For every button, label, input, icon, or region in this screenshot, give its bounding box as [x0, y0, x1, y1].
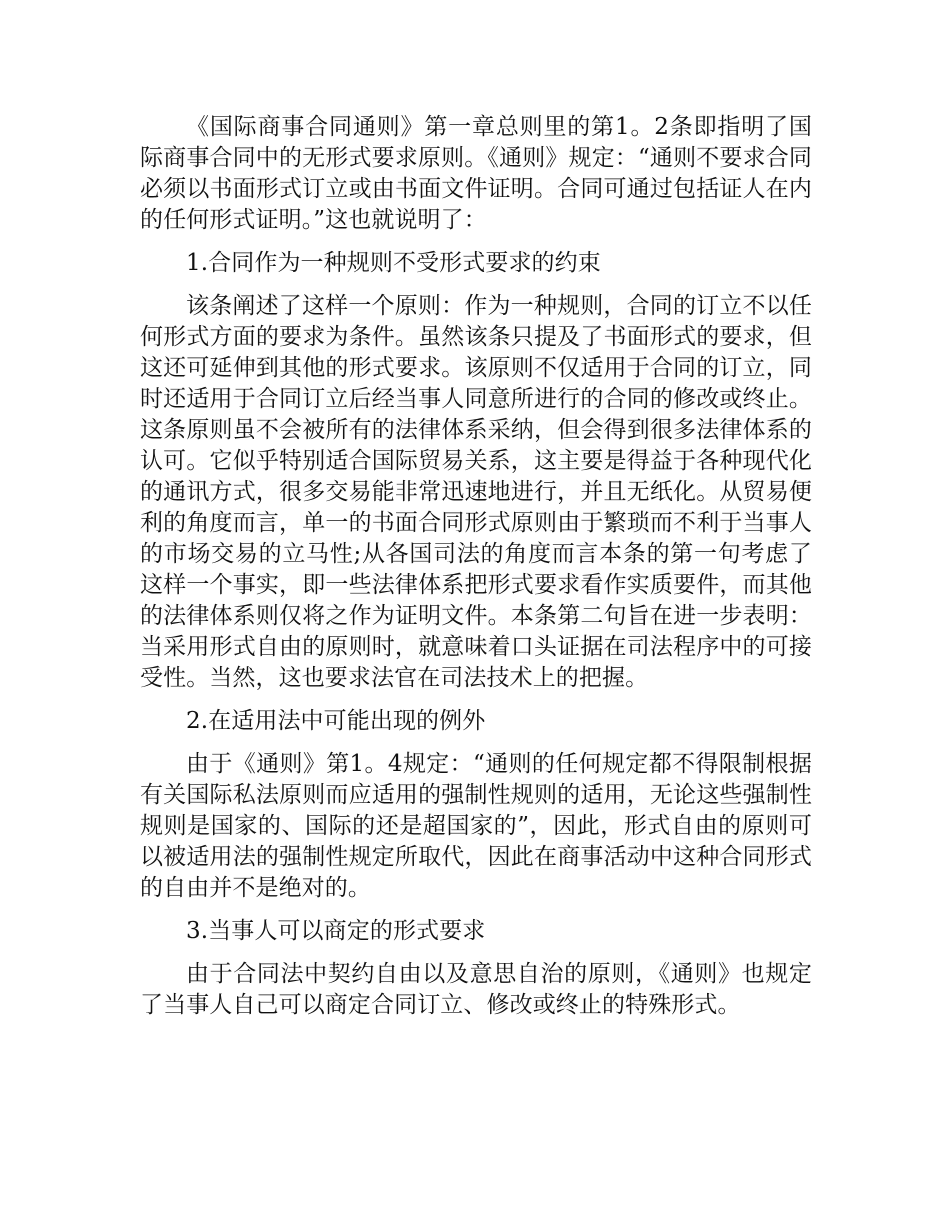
section-heading-3: 3.当事人可以商定的形式要求	[186, 918, 486, 944]
paragraph-intro: 《国际商事合同通则》第一章总则里的第1。2条即指明了国际商事合同中的无形式要求原则。《通则》规定：“通则不要求合同必须以书面形式订立或由书面文件证明。合同可通过包括证人在内的任何形式证明。”这也就说明了：	[140, 114, 812, 233]
paragraph-section-3: 由于合同法中契约自由以及意思自治的原则，《通则》也规定了当事人自己可以商定合同订立、修改或终止的特殊形式。	[140, 961, 812, 1018]
paragraph-section-1: 该条阐述了这样一个原则：作为一种规则，合同的订立不以任何形式方面的要求为条件。虽然该条只提及了书面形式的要求，但这还可延伸到其他的形式要求。该原则不仅适用于合同的订立，同时还适用于合同订立后经当事人同意所进行的合同的修改或终止。这条原则虽不会被所有的法律体系采纳，但会得到很多法律体系的认可。它似乎特别适合国际贸易关系，这主要是得益于各种现代化的通讯方式，很多交易能非常迅速地进行，并且无纸化。从贸易便利的角度而言，单一的书面合同形式原则由于繁琐而不利于当事人的市场交易的立马性;从各国司法的角度而言本条的第一句考虑了这样一个事实，即一些法律体系把形式要求看作实质要件，而其他的法律体系则仅将之作为证明文件。本条第二句旨在进一步表明：当采用形式自由的原则时，就意味着口头证据在司法程序中的可接受性。当然，这也要求法官在司法技术上的把握。	[140, 293, 812, 691]
section-heading-2: 2.在适用法中可能出现的例外	[186, 708, 486, 734]
document-body	[140, 112, 812, 1033]
section-heading-1: 1.合同作为一种规则不受形式要求的约束	[186, 250, 601, 276]
paragraph-section-2: 由于《通则》第1。4规定：“通则的任何规定都不得限制根据有关国际私法原则而应适用的强制性规则的适用，无论这些强制性规则是国家的、国际的还是超国家的”，因此，形式自由的原则可以被适用法的强制性规定所取代，因此在商事活动中这种合同形式的自由并不是绝对的。	[140, 751, 812, 901]
